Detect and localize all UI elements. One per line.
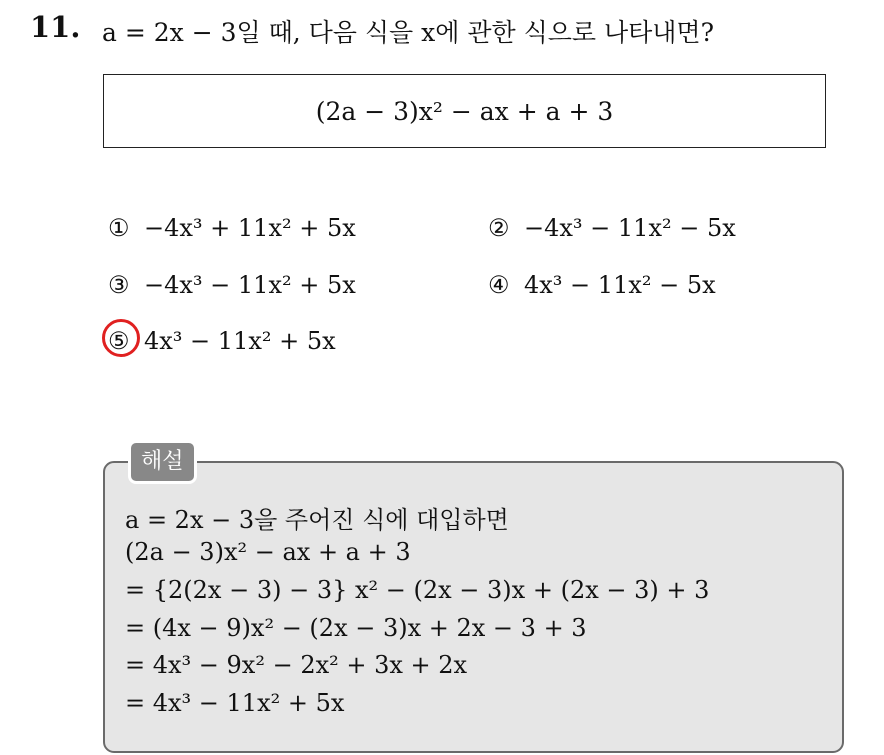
solution-line-5: = 4x³ − 9x² − 2x² + 3x + 2x	[125, 651, 468, 679]
option-2[interactable]	[488, 214, 736, 242]
option-text: −4x³ − 11x² + 5x	[144, 271, 356, 299]
solution-line-1: a = 2x − 3을 주어진 식에 대입하면	[125, 506, 509, 534]
option-1[interactable]	[108, 214, 356, 242]
expression-box	[103, 74, 826, 148]
option-5[interactable]	[108, 327, 336, 355]
solution-line-4: = (4x − 9)x² − (2x − 3)x + 2x − 3 + 3	[125, 614, 587, 642]
option-number: ④	[488, 271, 510, 299]
option-number: ③	[108, 271, 130, 299]
expression: (2a − 3)x² − ax + a + 3	[315, 96, 614, 126]
answer-mark-circle	[102, 319, 140, 357]
option-text: 4x³ − 11x² − 5x	[524, 271, 716, 299]
option-4[interactable]	[488, 271, 716, 299]
option-number: ①	[108, 214, 130, 242]
option-text: −4x³ + 11x² + 5x	[144, 214, 356, 242]
solution-tag: 해설	[128, 440, 197, 484]
solution-line-2: (2a − 3)x² − ax + a + 3	[125, 538, 411, 566]
solution-line-3: = {2(2x − 3) − 3} x² − (2x − 3)x + (2x − 3) + 3	[125, 576, 710, 604]
question-text: a = 2x − 3일 때, 다음 식을 x에 관한 식으로 나타내면?	[102, 18, 714, 47]
option-3[interactable]	[108, 271, 356, 299]
question-number: 11.	[30, 10, 81, 44]
option-number: ⑤	[108, 327, 130, 355]
option-number: ②	[488, 214, 510, 242]
option-text: 4x³ − 11x² + 5x	[144, 327, 336, 355]
solution-line-6: = 4x³ − 11x² + 5x	[125, 689, 345, 717]
option-text: −4x³ − 11x² − 5x	[524, 214, 736, 242]
